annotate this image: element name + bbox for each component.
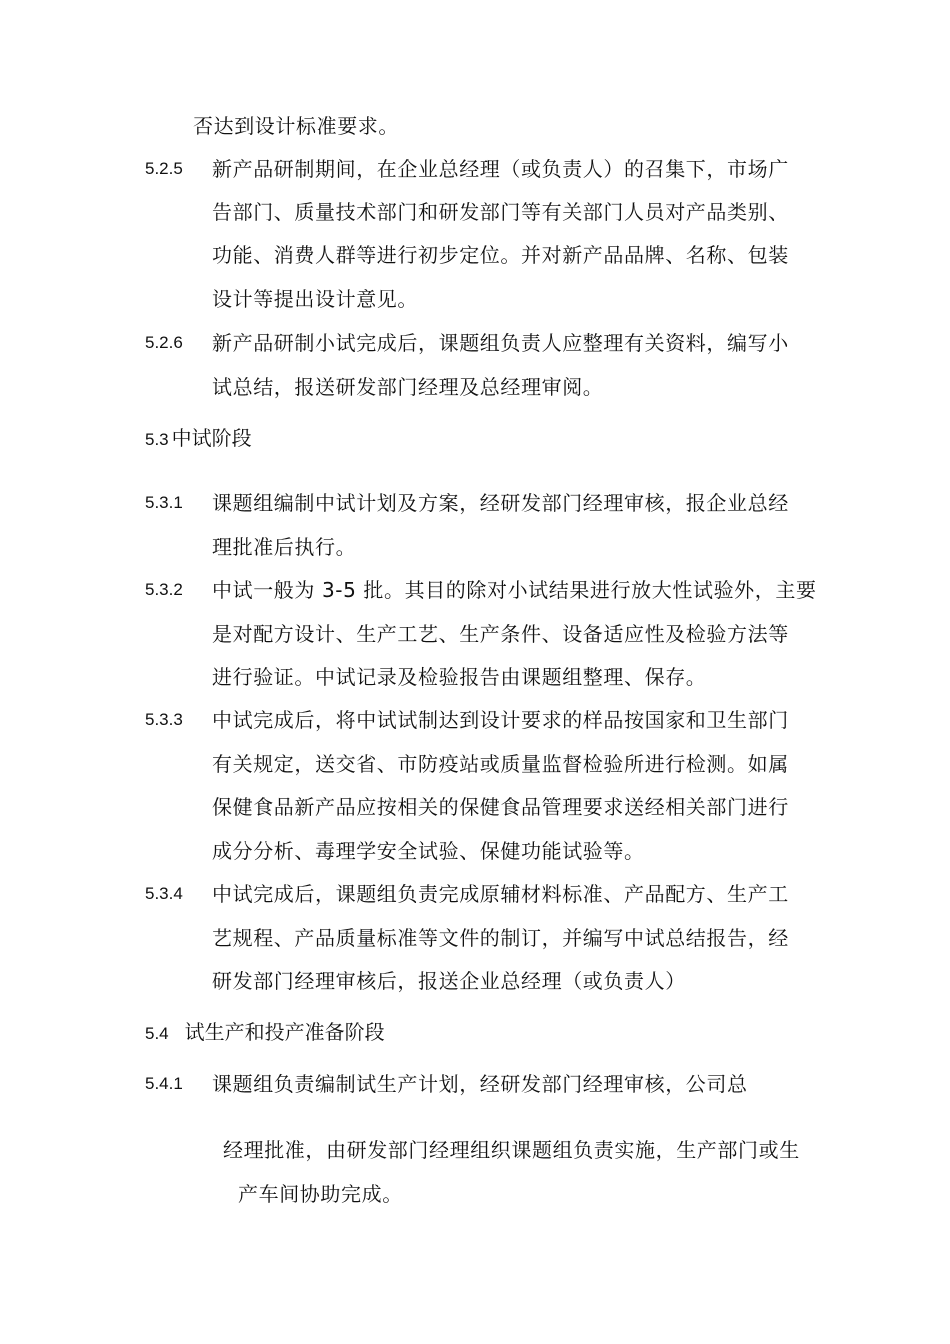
- paragraph-line: 产车间协助完成。: [238, 1182, 403, 1206]
- paragraph-line: 新产品研制小试完成后，课题组负责人应整理有关资料，编写小: [212, 331, 789, 355]
- paragraph-line: 设计等提出设计意见。: [212, 287, 418, 311]
- section-title: 试生产和投产准备阶段: [184, 1020, 385, 1044]
- section-heading: [145, 1018, 385, 1048]
- clause-number: 5.3.3: [145, 710, 183, 729]
- paragraph-line: 中试完成后，将中试试制达到设计要求的样品按国家和卫生部门: [212, 708, 789, 732]
- paragraph-line: 功能、消费人群等进行初步定位。并对新产品品牌、名称、包装: [212, 243, 789, 267]
- paragraph-line: 有关规定，送交省、市防疫站或质量监督检验所进行检测。如属: [212, 752, 789, 776]
- section-title: 中试阶段: [171, 426, 252, 450]
- paragraph-line: 中试一般为 3-5 批。其目的除对小试结果进行放大性试验外，主要: [212, 578, 817, 602]
- clause-number: 5.2.5: [145, 159, 183, 178]
- section-number: 5.4: [145, 1024, 169, 1043]
- section-number: 5.3: [145, 430, 169, 449]
- paragraph-line: 课题组负责编制试生产计划，经研发部门经理审核，公司总: [212, 1072, 748, 1096]
- paragraph-line: 艺规程、产品质量标准等文件的制订，并编写中试总结报告，经: [212, 926, 789, 950]
- paragraph-line: 是对配方设计、生产工艺、生产条件、设备适应性及检验方法等: [212, 622, 789, 646]
- paragraph-line: 进行验证。中试记录及检验报告由课题组整理、保存。: [212, 665, 707, 689]
- clause-number: 5.3.1: [145, 493, 183, 512]
- paragraph-line: 成分分析、毒理学安全试验、保健功能试验等。: [212, 839, 645, 863]
- paragraph-line: 研发部门经理审核后，报送企业总经理（或负责人）: [212, 969, 686, 993]
- clause-number: 5.4.1: [145, 1074, 183, 1093]
- paragraph-line: 试总结，报送研发部门经理及总经理审阅。: [212, 375, 604, 399]
- clause-number: 5.3.2: [145, 580, 183, 599]
- paragraph-line: 新产品研制期间，在企业总经理（或负责人）的召集下，市场广: [212, 157, 789, 181]
- paragraph-line: 经理批准，由研发部门经理组织课题组负责实施，生产部门或生: [223, 1138, 800, 1162]
- clause-number: 5.2.6: [145, 333, 183, 352]
- paragraph-line: 告部门、质量技术部门和研发部门等有关部门人员对产品类别、: [212, 200, 789, 224]
- paragraph-line: 课题组编制中试计划及方案，经研发部门经理审核，报企业总经: [212, 491, 789, 515]
- paragraph-line: 中试完成后，课题组负责完成原辅材料标准、产品配方、生产工: [212, 882, 789, 906]
- clause-number: 5.3.4: [145, 884, 183, 903]
- paragraph-line: 理批准后执行。: [212, 535, 357, 559]
- section-heading: [145, 424, 252, 454]
- paragraph-line: 否达到设计标准要求。: [193, 114, 399, 138]
- paragraph-line: 保健食品新产品应按相关的保健食品管理要求送经相关部门进行: [212, 795, 789, 819]
